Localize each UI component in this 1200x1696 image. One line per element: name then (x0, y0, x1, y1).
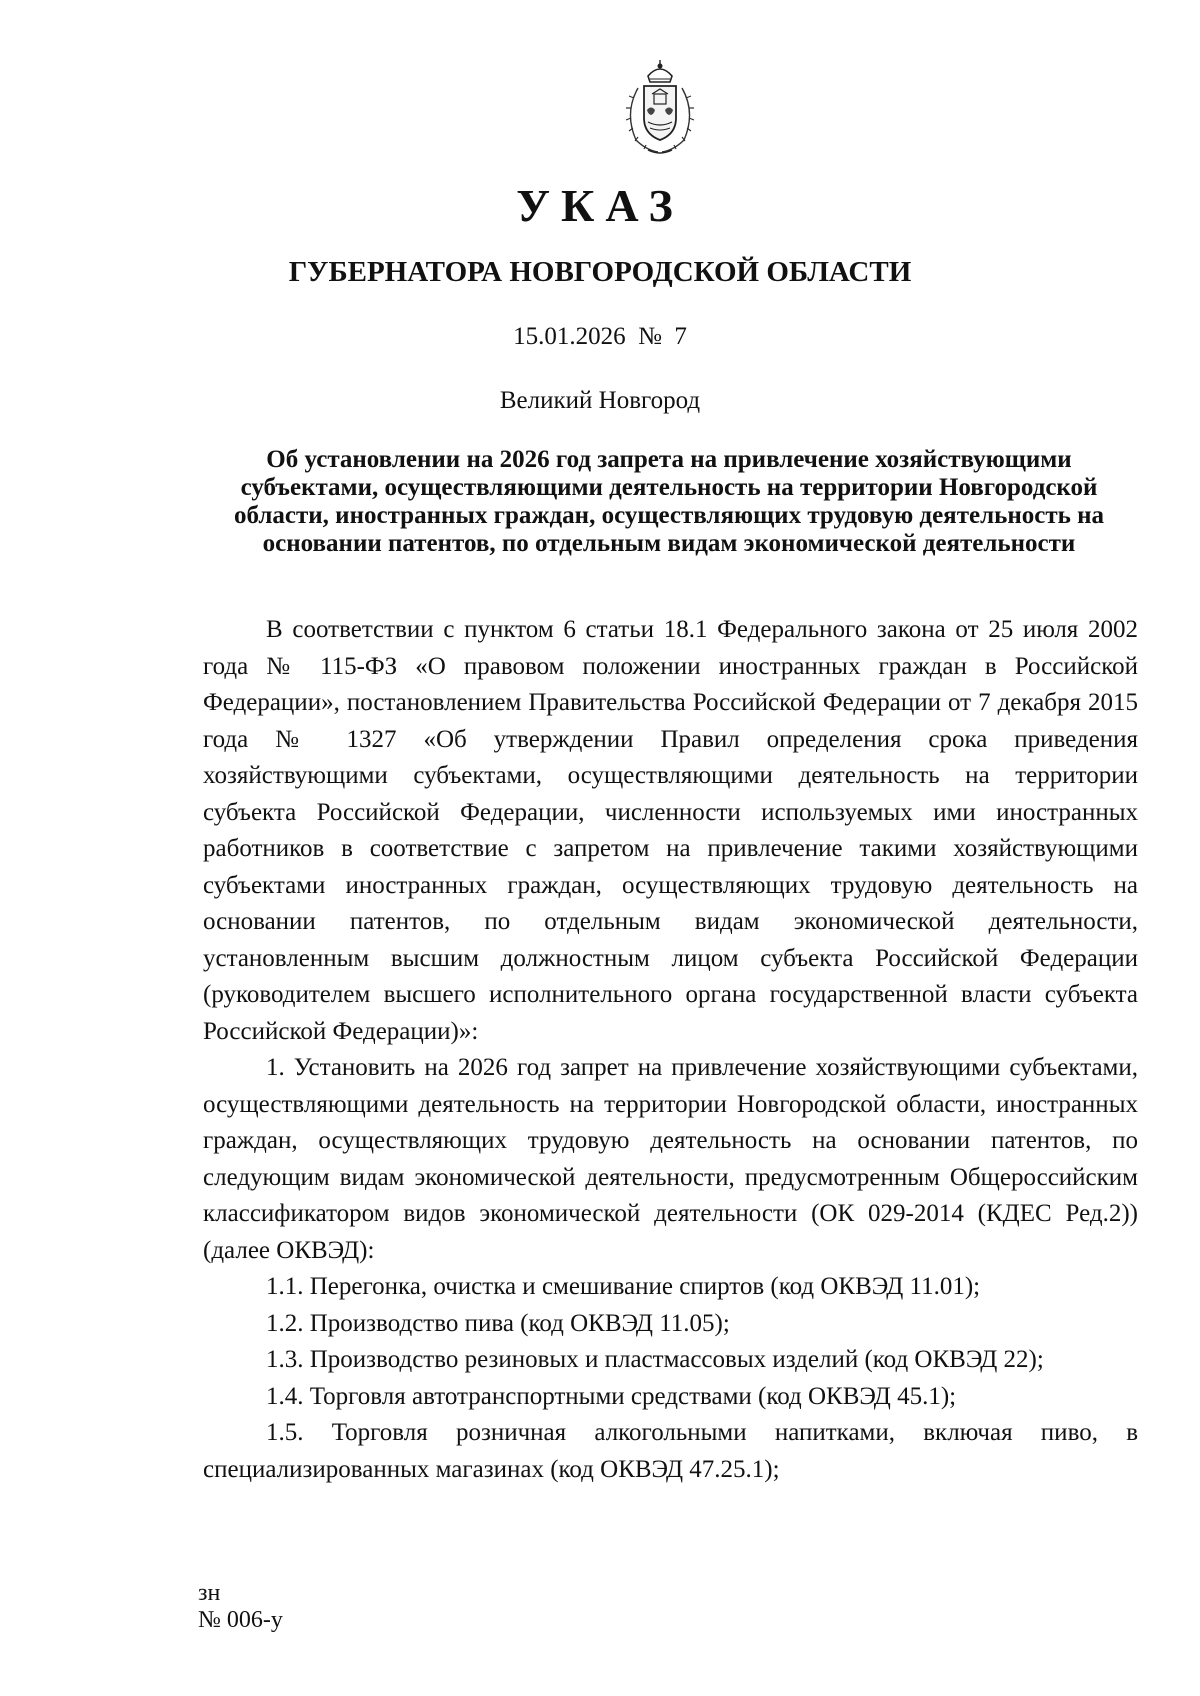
document-body (203, 612, 1138, 1488)
novgorod-coat-of-arms-icon (618, 58, 702, 158)
registration-number: № 006-у (198, 1607, 283, 1633)
subitem-1-5: 1.5. Торговля розничная алкогольными напитками, включая пиво, в специализированных магазинах (код ОКВЭД 47.25.1); (203, 1419, 1138, 1483)
footer-registration (198, 1580, 283, 1634)
subitem-1-3: 1.3. Производство резиновых и пластмассовых изделий (код ОКВЭД 22); (266, 1346, 1044, 1373)
document-type-title: УКАЗ (516, 180, 684, 231)
issuer-title: ГУБЕРНАТОРА НОВГОРОДСКОЙ ОБЛАСТИ (288, 256, 912, 288)
date-number: 15.01.2026 № 7 (513, 323, 687, 350)
subitem-1-4: 1.4. Торговля автотранспортными средствами (код ОКВЭД 45.1); (266, 1382, 957, 1410)
subitem-1-1: 1.1. Перегонка, очистка и смешивание спиртов (код ОКВЭД 11.01); (266, 1273, 981, 1300)
item-1-paragraph: 1. Установить на 2026 год запрет на привлечение хозяйствующими субъектами, осуществляющими деятельность на территории Новгородской области, иностранных граждан, осуществляющих трудовую деятельность на основании патентов, по следующим видам экономической деятельности, предусмотренным Общероссийским классификатором видов экономической деятельности (ОК 029-2014 (КДЕС Ред.2)) (далее ОКВЭД): (203, 1054, 1138, 1264)
executor-initials: зн (198, 1580, 221, 1606)
subitem-1-2: 1.2. Производство пива (код ОКВЭД 11.05); (266, 1309, 730, 1337)
preamble-paragraph: В соответствии с пунктом 6 статьи 18.1 Федерального закона от 25 июля 2002 года № 115-ФЗ «О правовом положении иностранных граждан в Российской Федерации», постановлением Правительства Российской Федерации от 7 декабря 2015 года № 1327 «Об утверждении Правил определения срока приведения хозяйствующими субъектами, осуществляющими деятельность на территории субъекта Российской Федерации, численности используемых ими иностранных работников в соответствие с запретом на привлечение такими хозяйствующими субъектами иностранных граждан, осуществляющих трудовую деятельность на основании патентов, по отдельным видам экономической деятельности, установленным высшим должностным лицом субъекта Российской Федерации (руководителем высшего исполнительного органа государственной власти субъекта Российской Федерации)»: (203, 616, 1138, 1045)
place-of-issue: Великий Новгород (499, 387, 701, 414)
document-subject: Об установлении на 2026 год запрета на привлечение хозяйствующими субъектами, осуществляющими деятельность на территории Новгородской области, иностранных граждан, осуществляющих трудовую деятельность на основании патентов, по отдельным видам экономической деятельности (234, 446, 1104, 557)
